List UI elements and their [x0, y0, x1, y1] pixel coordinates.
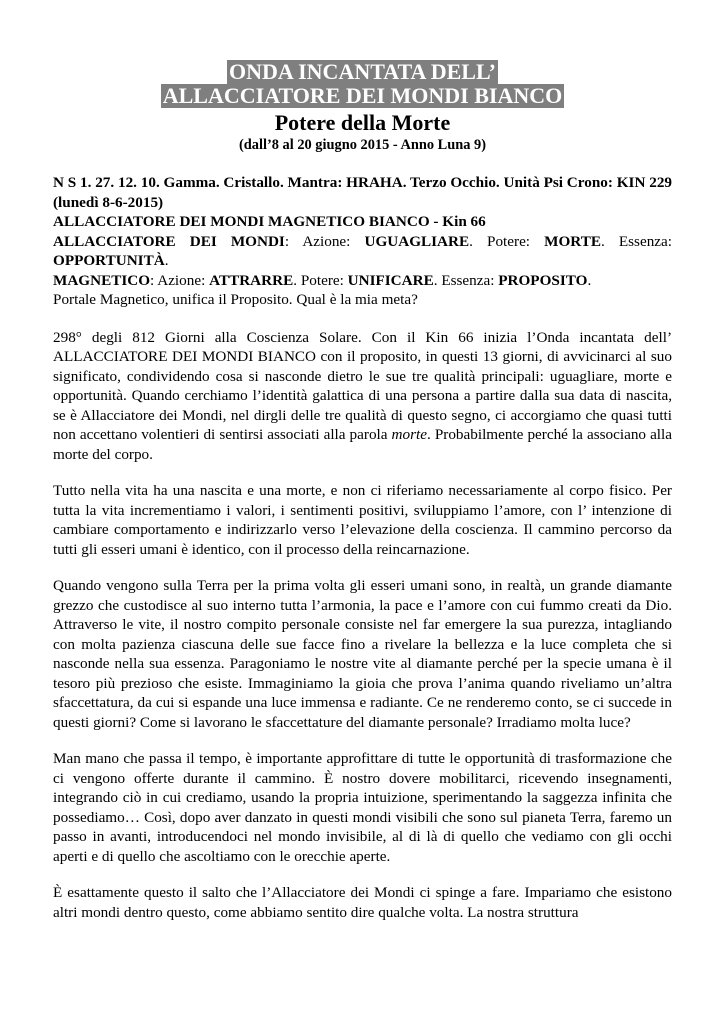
kin-line: ALLACCIATORE DEI MONDI MAGNETICO BIANCO - Kin 66 — [53, 213, 486, 230]
magnetico-essenza-value: PROPOSITO — [498, 271, 588, 289]
allacciatore-essenza-label: . Essenza: — [600, 232, 672, 250]
title-block — [53, 60, 672, 154]
allacciatore-essenza-value: OPPORTUNITÀ — [53, 252, 165, 269]
magnetico-azione-label: : Azione: — [150, 271, 210, 289]
magnetico-end: . — [587, 271, 592, 289]
title-line-1: ONDA INCANTATA DELL’ — [229, 59, 496, 84]
magnetico-name: MAGNETICO — [53, 271, 151, 289]
paragraph-4: Man mano che passa il tempo, è importante approfittare di tutte le opportunità di trasformazione che ci vengono offerte durante il cammino. È nostro dovere mobilitarci, ricevendo insegnamenti, integrando ciò in cui crediamo, usando la propria intuizione, sperimentando la saggezza infinita che possediamo… Così, dopo aver danzato in questi mondi visibili che sono sul pianeta Terra, faremo un passo in avanti, introducendoci nel mondo invisibile, al di là di quello che vediamo con gli occhi aperti e di quello che ascoltiamo con le orecchie aperte. — [53, 750, 672, 865]
subtitle: Potere della Morte — [274, 110, 451, 135]
allacciatore-azione-label: : Azione: — [284, 232, 365, 250]
magnetico-potere-label: . Potere: — [293, 271, 348, 289]
allacciatore-line — [53, 232, 672, 271]
title-line-2: ALLACCIATORE DEI MONDI BIANCO — [162, 83, 563, 108]
allacciatore-azione-value: UGUAGLIARE — [364, 232, 470, 250]
kin-header — [53, 173, 672, 310]
magnetico-azione-value: ATTRARRE — [209, 271, 294, 289]
allacciatore-end: . — [164, 252, 169, 269]
allacciatore-name: ALLACCIATORE DEI MONDI — [53, 232, 285, 250]
document-page — [53, 60, 672, 922]
magnetico-essenza-label: . Essenza: — [433, 271, 499, 289]
allacciatore-potere-value: MORTE — [544, 232, 601, 250]
paragraph-1-end: . Probabilmente perché la associano alla morte del corpo. — [53, 426, 672, 463]
paragraph-1-text: 298° degli 812 Giorni alla Coscienza Solare. Con il Kin 66 inizia l’Onda incantata dell’ ALLACCIATORE DEI MONDI BIANCO con il proposito, in questi 13 giorni, di avvicinarci al suo significato, condividendo cosa si nasconde dietro le sue tre qualità principali: uguagliare, morte e opportunità. Quando cerchiamo l’identità galattica di una persona a partire dalla sua data di nascita, se è Allacciatore dei Mondi, nel dirgli delle tre qualità di questo segno, ci accorgiamo che quasi tutti non accettano volentieri di sentirsi associati alla parola — [53, 328, 672, 443]
paragraph-5: È esattamente questo il salto che l’Allacciatore dei Mondi ci spinge a fare. Impariamo che esistono altri mondi dentro questo, come abbiamo sentito dire qualche volta. La nostra struttura — [53, 884, 672, 921]
paragraph-1 — [53, 328, 672, 465]
paragraph-1-emphasis: morte — [391, 426, 427, 443]
date-range: (dall’8 al 20 giugno 2015 - Anno Luna 9) — [238, 137, 487, 153]
paragraph-2: Tutto nella vita ha una nascita e una morte, e non ci riferiamo necessariamente al corpo fisico. Per tutta la vita incrementiamo i valori, i sentimenti positivi, sviluppiamo l’amore, con l’ intenzione di cambiare comportamento e indirizzarlo verso l’elevazione della coscienza. Il cammino percorso da tutti gli esseri umani è identico, con il processo della reincarnazione. — [53, 482, 672, 558]
ns-line: N S 1. 27. 12. 10. Gamma. Cristallo. Mantra: HRAHA. Terzo Occhio. Unità Psi Crono: KIN 229 (lunedì 8-6-2015) — [53, 174, 673, 211]
magnetico-potere-value: UNIFICARE — [347, 271, 434, 289]
magnetico-line — [53, 271, 672, 291]
portale-line: Portale Magnetico, unifica il Proposito. Qual è la mia meta? — [53, 291, 418, 308]
allacciatore-potere-label: . Potere: — [469, 232, 545, 250]
paragraph-3: Quando vengono sulla Terra per la prima volta gli esseri umani sono, in realtà, un grande diamante grezzo che custodisce al suo interno tutta l’armonia, la pace e l’amore con cui fummo creati da Dio. Attraverso le vite, il nostro compito personale consiste nel far emergere la sua purezza, intagliando con molta pazienza ciascuna delle sue facce fino a rivelare la bellezza e la luce completa che si nasconde nella sua essenza. Paragoniamo le nostre vite al diamante perché per la specie umana è il tesoro più prezioso che esiste. Immaginiamo la gioia che prova l’anima quando riveliamo un’altra sfaccettatura, da cui si espande una luce immensa e radiante. Ce ne renderemo conto, se ci succede in questi giorni? Come si lavorano le sfaccettature del diamante personale? Irradiamo molta luce? — [53, 577, 672, 731]
